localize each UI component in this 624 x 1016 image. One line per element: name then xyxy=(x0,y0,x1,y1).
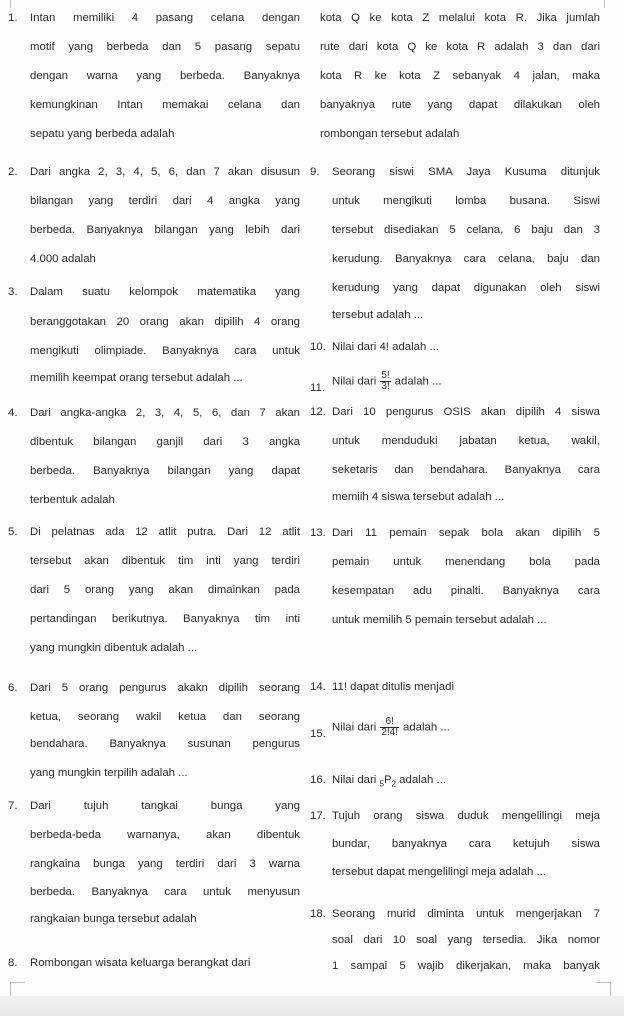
question-text: adalah ... xyxy=(403,721,450,734)
question-text-line: Dari tujuh tangkai bunga yang xyxy=(30,800,300,812)
question-text-line: kemungkinan Intan memakai celana dan xyxy=(30,99,300,111)
question-text-line: rangkaian bunga tersebut adalah xyxy=(30,913,197,925)
fraction-denominator: 2!4! xyxy=(381,727,398,738)
question-number: 11. xyxy=(310,382,325,394)
question-text-line: pemain untuk menendang bola pada xyxy=(332,556,600,568)
question-text-line: mengikuti olimpiade. Banyaknya cara untuk xyxy=(30,345,300,357)
question-text-line: yang mungkin terpilih adalah ... xyxy=(30,767,188,779)
question-text-line: bilangan yang terdiri dari 4 angka yang xyxy=(30,195,300,207)
question-text-line: rombongan tersebut adalah xyxy=(320,128,460,140)
question-number: 8. xyxy=(8,957,18,969)
question-text-line: seketaris dan bendahara. Banyaknya cara xyxy=(332,464,600,476)
question-text-line: tersebut dapat mengelilingi meja adalah ... xyxy=(332,866,547,878)
question-text-line: rangkaina bunga yang terdiri dari 3 warna xyxy=(30,858,300,870)
question-text-line: Dari 11 pemain sepak bola akan dipilih 5 xyxy=(332,527,600,539)
question-text-line: terbentuk adalah xyxy=(30,494,115,506)
permutation-symbol: P xyxy=(383,774,392,786)
question-text: Nilai dari xyxy=(332,721,377,734)
question-text-line: berbeda. Banyaknya bilangan yang lebih dari xyxy=(30,224,300,236)
question-number: 12. xyxy=(310,406,326,418)
question-text-line: pertandingan berikutnya. Banyaknya tim inti xyxy=(30,613,300,625)
permutation-n: 5 xyxy=(379,779,384,789)
question-text-line: Seorang murid diminta untuk mengerjakan 7 xyxy=(332,908,600,920)
question-text: Nilai dari xyxy=(332,774,380,786)
question-text-line: Rombongan wisata keluarga berangkat dari xyxy=(30,957,251,969)
question-text-line: 11! dapat ditulis menjadi xyxy=(332,681,454,693)
question-number: 1. xyxy=(8,12,18,24)
question-text-line: 4.000 adalah xyxy=(30,253,96,265)
question-number: 16. xyxy=(310,774,326,786)
question-text-line: beranggotakan 20 orang akan dipilih 4 orang xyxy=(30,316,300,328)
question-text-line: Intan memiliki 4 pasang celana dengan xyxy=(30,12,300,24)
corner-mark-bottom-right xyxy=(596,982,611,997)
fraction-denominator: 3! xyxy=(381,381,390,392)
question-text-line: Dari angka 2, 3, 4, 5, 6, dan 7 akan disusun xyxy=(30,166,300,178)
question-text-line: berbeda. Banyaknya cara untuk menyusun xyxy=(30,886,300,898)
question-text-line: Dari angka-angka 2, 3, 4, 5, 6, dan 7 akan xyxy=(30,407,300,419)
corner-mark-top-left xyxy=(0,0,11,8)
question-text-line: untuk menduduki jabatan ketua, wakil, xyxy=(332,435,600,447)
question-text-line: bendahara. Banyaknya susunan pengurus xyxy=(30,738,300,750)
question-text-line: Dari 5 orang pengurus akakn dipilih seorang xyxy=(30,682,300,694)
question-text-line: bundar, banyaknya cara ketujuh siswa xyxy=(332,838,600,850)
question-text-line: kesempatan adu pinalti. Banyaknya cara xyxy=(332,585,600,597)
question-text-line: Dari 10 pengurus OSIS akan dipilih 4 siswa xyxy=(332,406,600,418)
question-number: 15. xyxy=(310,728,326,740)
question-text-line: tersebut disediakan 5 celana, 6 baju dan 3 xyxy=(332,224,600,236)
question-text-line: 1 sampai 5 wajib dikerjakan, maka banyak xyxy=(332,960,600,972)
question-text-line xyxy=(332,717,450,738)
question-number: 3. xyxy=(8,286,18,298)
question-text-line: kota Q ke kota Z melalui kota R. Jika jumlah xyxy=(320,12,600,24)
question-text-line: motif yang berbeda dan 5 pasang sepatu xyxy=(30,41,300,53)
question-text-line: Dalam suatu kelompok matematika yang xyxy=(30,286,300,298)
fraction xyxy=(380,717,399,738)
question-text: Nilai dari xyxy=(332,375,377,388)
corner-mark-top-right xyxy=(604,0,606,8)
question-number: 5. xyxy=(8,526,18,538)
question-text-line xyxy=(332,371,442,392)
question-text: adalah ... xyxy=(394,375,442,388)
question-text-line: dengan warna yang berbeda. Banyaknya xyxy=(30,70,300,82)
question-text-line: tersebut akan dibentuk tim inti yang terdiri xyxy=(30,555,300,567)
corner-mark-bottom-left xyxy=(10,982,25,997)
question-number: 6. xyxy=(8,682,18,694)
question-text: adalah ... xyxy=(396,774,447,786)
question-text-line: kerudung yang dapat digunakan oleh siswi xyxy=(332,282,600,294)
question-text-line: Tujuh orang siswa duduk mengelilingi meja xyxy=(332,810,600,822)
question-text-line: sepatu yang berbeda adalah xyxy=(30,128,175,140)
question-text-line: banyaknya rute yang dapat dilakukan oleh xyxy=(320,99,600,111)
question-text-line: memilih keempat orang tersebut adalah ... xyxy=(30,372,243,384)
question-number: 9. xyxy=(310,166,320,178)
question-text-line: Di pelatnas ada 12 atlit putra. Dari 12 atlit xyxy=(30,526,300,538)
question-number: 14. xyxy=(310,681,326,693)
question-text-line: memiih 4 siswa tersebut adalah ... xyxy=(332,491,505,503)
question-text-line: rute dari kota Q ke kota R adalah 3 dan dari xyxy=(320,41,600,53)
question-number: 2. xyxy=(8,166,18,178)
question-text-line: dari 5 orang yang akan dimainkan pada xyxy=(30,584,300,596)
question-number: 4. xyxy=(8,407,18,419)
question-text-line: berbeda-beda warnanya, akan dibentuk xyxy=(30,829,300,841)
page-bottom-edge xyxy=(0,996,624,1016)
question-text-line: kota R ke kota Z sebanyak 4 jalan, maka xyxy=(320,70,600,82)
fraction-numerator: 5! xyxy=(381,370,390,381)
question-text-line: Seorang siswi SMA Jaya Kusuma ditunjuk xyxy=(332,166,600,178)
question-text-line: tersebut adalah ... xyxy=(332,309,424,321)
question-text-line: untuk mengikuti lomba busana. Siswi xyxy=(332,195,600,207)
question-text-line: dibentuk bilangan ganjil dari 3 angka xyxy=(30,436,300,448)
permutation-r: 2 xyxy=(391,779,396,789)
question-text-line: kerudung. Banyaknya cara celana, baju dan xyxy=(332,253,600,265)
question-number: 17. xyxy=(310,810,326,822)
fraction xyxy=(380,371,390,392)
question-text-line: ketua, seorang wakil ketua dan seorang xyxy=(30,711,300,723)
question-number: 7. xyxy=(8,800,18,812)
question-text-line: Nilai dari 4! adalah ... xyxy=(332,341,440,353)
fraction-numerator: 6! xyxy=(385,716,394,727)
question-text-line: yang mungkin dibentuk adalah ... xyxy=(30,642,198,654)
question-number: 10. xyxy=(310,341,326,353)
question-number: 13. xyxy=(310,527,326,539)
question-text-line: berbeda. Banyaknya bilangan yang dapat xyxy=(30,465,300,477)
question-text-line xyxy=(332,774,446,788)
question-text-line: soal dari 10 soal yang tersedia. Jika nomor xyxy=(332,934,600,946)
question-text-line: untuk memilih 5 pemain tersebut adalah ... xyxy=(332,614,547,626)
question-number: 18. xyxy=(310,908,326,920)
